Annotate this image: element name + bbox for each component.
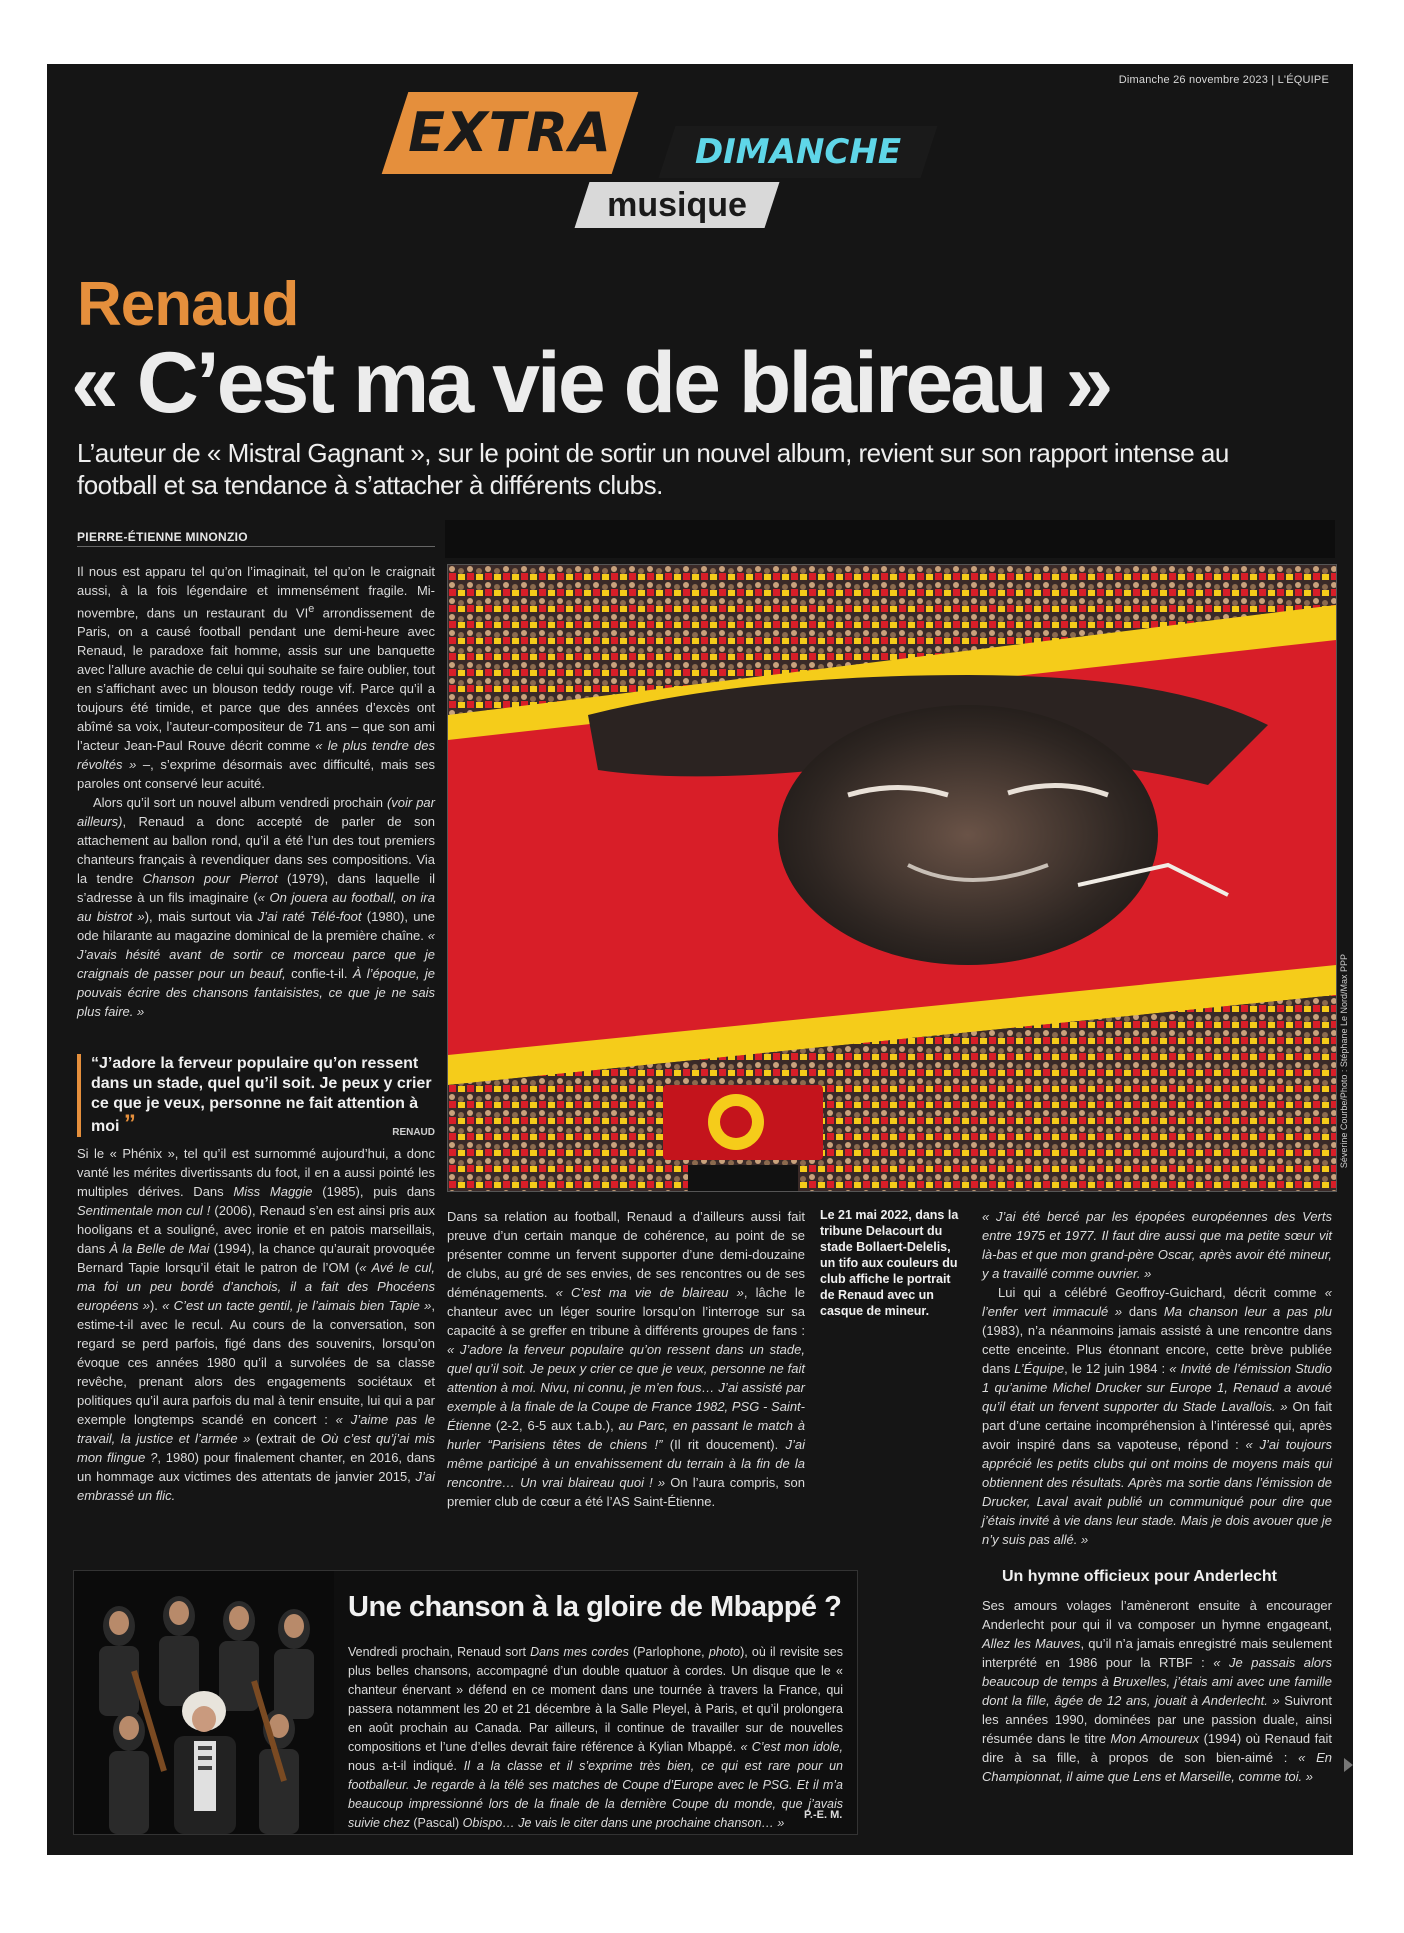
quote-mark-icon: ” bbox=[123, 1110, 136, 1137]
paragraph: Si le « Phénix », tel qu’il est surnommé aujourd’hui, a donc vanté les mérites divertissants du foot, il en a aussi pointé les multiples dérives. Dans Miss Maggie (1985), puis dans Sentimentale mon cul ! (2006), Renaud s’en est ainsi pris aux hooligans et a souligné, avec ironie et en patois marseillais, dans À la Belle de Mai (1994), la chance qu’aurait provoquée Bernard Tapie lorsqu’il était le patron de l’OM (« Avé le cul, ma foi un peu bordé d’anchois, il a fait des Phocéens européens »). « C’est un tacte gentil, je l’aimais bien Tapie », estime-t-il avec le recul. Au cours de la conversation, son regard se perd parfois, figé dans des souvenirs, lorsqu’on évoque ces années 1980 qu’il a survolées de sa classe revêche, prenant alors des engagements sociétaux et politiques qu’il aura parfois du mal à tenir ensuite, lui qui a par exemple longtemps scandé en concert : « J’aime pas le travail, la justice et l’armée » (extrait de Où c’est qu’j’ai mis mon flingue ?, 1980) pour finalement chanter, en 2016, dans un hommage aux victimes des attentats de janvier 2015, J’ai embrassé un flic. bbox=[77, 1146, 436, 1503]
article-column-1b bbox=[77, 1144, 435, 1505]
paragraph: « J’ai été bercé par les épopées européennes des Verts entre 1975 et 1977. Il faut dire aussi que ma petite sœur vit là-bas et que mon grand-père Oscar, après avoir été mineur, y a travaillé comme ouvrier. » bbox=[982, 1209, 1332, 1281]
byline: PIERRE-ÉTIENNE MINONZIO bbox=[77, 530, 248, 544]
pull-quote bbox=[77, 1054, 441, 1137]
album-photo bbox=[74, 1571, 334, 1834]
logo-extra bbox=[382, 92, 639, 174]
sidebar-signature: P.-E. M. bbox=[804, 1809, 843, 1821]
pull-quote-attribution: RENAUD bbox=[392, 1127, 435, 1138]
standfirst: L’auteur de « Mistral Gagnant », sur le point de sortir un nouvel album, revient sur son rapport intense au football et sa tendance à s’attacher à différents clubs. bbox=[77, 438, 1229, 500]
paragraph: Alors qu’il sort un nouvel album vendredi prochain (voir par ailleurs), Renaud a donc accepté de parler de son attachement au ballon rond, qu’il a été l’un des tout premiers chanteurs français à revendiquer dans ses compositions. Via la tendre Chanson pour Pierrot (1979), dans laquelle il s’adresse à un fils imaginaire (« On jouera au football, on ira au bistrot »), mais surtout via J’ai raté Télé-foot (1980), une ode hilarante au magazine dominical de la première chaîne. « J’avais hésité avant de sortir ce morceau parce que je craignais de passer pour un beauf, confie-t-il. À l’époque, je pouvais écrire des chansons fantaisistes, ce que je ne sais plus faire. » bbox=[77, 795, 436, 1020]
kicker: Renaud bbox=[77, 270, 299, 339]
sidebar-title: Une chanson à la gloire de Mbappé ? bbox=[348, 1591, 842, 1623]
paragraph: Ses amours volages l’amèneront ensuite à encourager Anderlecht pour qui il va composer un hymne engageant, Allez les Mauves, qu’il n’a jamais enregistré mais seulement interprété en 1986 pour la RTBF : « Je passais alors beaucoup de temps à Bruxelles, j’étais ami avec une famille dont la fille, âgée de 12 ans, jouait à Anderlecht. » Suivront les années 1990, dominées par une passion duale, ainsi résumée dans le titre Mon Amoureux (1994) où Renaud fait dire à sa fille, à propos de son bien-aimé : « En Championnat, il aime que Lens et Marseille, comme toi. » bbox=[982, 1598, 1333, 1784]
byline-rule bbox=[77, 546, 435, 547]
photo-credit: Séverine Courbe/Photo : Stéphane Le Nord/Max PPP bbox=[1339, 954, 1349, 1169]
photo-header-bar bbox=[445, 520, 1335, 558]
logo-section-text: musique bbox=[607, 186, 747, 224]
newspaper-page bbox=[47, 64, 1353, 1855]
tifo-illustration bbox=[448, 565, 1336, 1191]
article-column-3 bbox=[982, 1207, 1332, 1549]
logo-section bbox=[575, 182, 780, 228]
article-column-2 bbox=[447, 1207, 805, 1511]
paragraph: Il nous est apparu tel qu’on l’imaginait, tel qu’on le craignait aussi, à la fois légendaire et immensément fragile. Mi-novembre, dans un restaurant du VIe arrondissement de Paris, on a causé football pendant une demi-heure avec Renaud, le paradoxe fait homme, assis sur une banquette avec l’allure avachie de celui qui souhaite se faire oublier, tout en s’affichant avec un blouson teddy rouge vif. Parce qu’il a toujours été timide, et parce que des années d’excès ont abîmé sa voix, l’auteur-compositeur de 71 ans – que son ami l’acteur Jean-Paul Rouve décrit comme « le plus tendre des révoltés » –, s’exprime désormais avec difficulté, mais ses paroles ont conservé leur acuité. bbox=[77, 564, 436, 792]
dateline: Dimanche 26 novembre 2023 | L'ÉQUIPE bbox=[1118, 74, 1329, 86]
logo-dimanche bbox=[659, 126, 938, 178]
stadium-tifo-photo bbox=[447, 564, 1337, 1192]
paragraph: Lui qui a célébré Geoffroy-Guichard, décrit comme « l’enfer vert immaculé » dans Ma chanson leur a pas plu (1983), n’a néanmoins jamais assisté à une rencontre dans cette enceinte. Plus étonnant encore, cette brève publiée dans L’Équipe, le 12 juin 1984 : « Invité de l’émission Studio 1 qu’anime Michel Drucker sur Europe 1, Renaud a avoué qu’il était un fervent supporter du Stade Lavallois. » On fait part d’une certaine incompréhension à l’intéressé qui, après avoir inspiré dans sa vapoteuse, répond : « J’ai toujours apprécié les petits clubs qui ont moins de moyens mais qui obtiennent des résultats. Après ma sortie dans l’émission de Drucker, Laval avait publié un communiqué pour dire que j’étais invité à vie dans leur stade. Mais je dois avouer que je n’y suis pas allé. » bbox=[982, 1285, 1332, 1547]
pull-quote-text: “J’adore la ferveur populaire qu’on ressent dans un stade, quel qu’il soit. Je peux y crier ce que je veux, personne ne fait attention à moi bbox=[91, 1055, 432, 1135]
sidebar-box bbox=[73, 1570, 858, 1835]
paragraph: Dans sa relation au football, Renaud a d’ailleurs aussi fait preuve d’un certain manque de cohérence, au point de se présenter comme un fervent supporter d’une demi-douzaine de clubs, au gré de ses envies, de ses rencontres ou de ses déménagements. « C’est ma vie de blaireau », lâche le chanteur avec un léger sourire lorsqu’on l’interroge sur sa capacité à se greffer en tribune à différents groupes de fans : « J’adore la ferveur populaire qu’on ressent dans un stade, quel qu’il soit. Je peux y crier ce que je veux, personne ne fait attention à moi. Nivu, ni connu, je m’en fous… J’ai assisté par exemple à la finale de la Coupe de France 1982, PSG - Saint-Étienne (2-2, 6-5 aux t.a.b.), au Parc, en passant le match à hurler “Parisiens têtes de chiens !” (Il rit doucement). J’ai même participé à un envahissement du terrain à la fin de la rencontre… Un vrai blaireau quoi ! » On l’aura compris, son premier club de cœur a été l’AS Saint-Étienne. bbox=[447, 1209, 805, 1509]
headline: « C’est ma vie de blaireau » bbox=[71, 335, 1111, 431]
next-page-arrow-icon[interactable] bbox=[1344, 1758, 1353, 1772]
logo-dimanche-text: DIMANCHE bbox=[694, 132, 902, 172]
sidebar-text: Vendredi prochain, Renaud sort Dans mes cordes (Parlophone, photo), où il revisite ses plus belles chansons, accompagné d’un double quatuor à cordes. Un disque que le « chanteur énervant » défend en ce moment dans une tournée à travers la France, qui passera notamment les 20 et 21 décembre à la Salle Pleyel, à Paris, et qu’il prolongera en août prochain au Canada. Par ailleurs, il continue de travailler sur de nouvelles compositions et l’une d’elles devrait faire référence à Kylian Mbappé. « C’est mon idole, nous a-t-il indiqué. Il a la classe et il s’exprime très bien, ce qui est rare pour un footballeur. Je regarde à la télé ses matches de Coupe d’Europe avec le PSG. Et il m’a beaucoup impressionné lors de la finale de la dernière Coupe du monde, que j’avais suivie chez (Pascal) Obispo… Je vais le citer dans une prochaine chanson… » bbox=[348, 1645, 844, 1830]
subheading: Un hymne officieux pour Anderlecht bbox=[1002, 1568, 1277, 1585]
article-column-1 bbox=[77, 562, 435, 1021]
musicians-illustration bbox=[74, 1571, 334, 1834]
article-column-3b bbox=[982, 1596, 1332, 1786]
logo-extra-text: EXTRA bbox=[408, 101, 612, 164]
photo-caption: Le 21 mai 2022, dans la tribune Delacourt du stade Bollaert-Delelis, un tifo aux couleurs du club affiche le portrait de Renaud avec un casque de mineur. bbox=[820, 1208, 959, 1318]
